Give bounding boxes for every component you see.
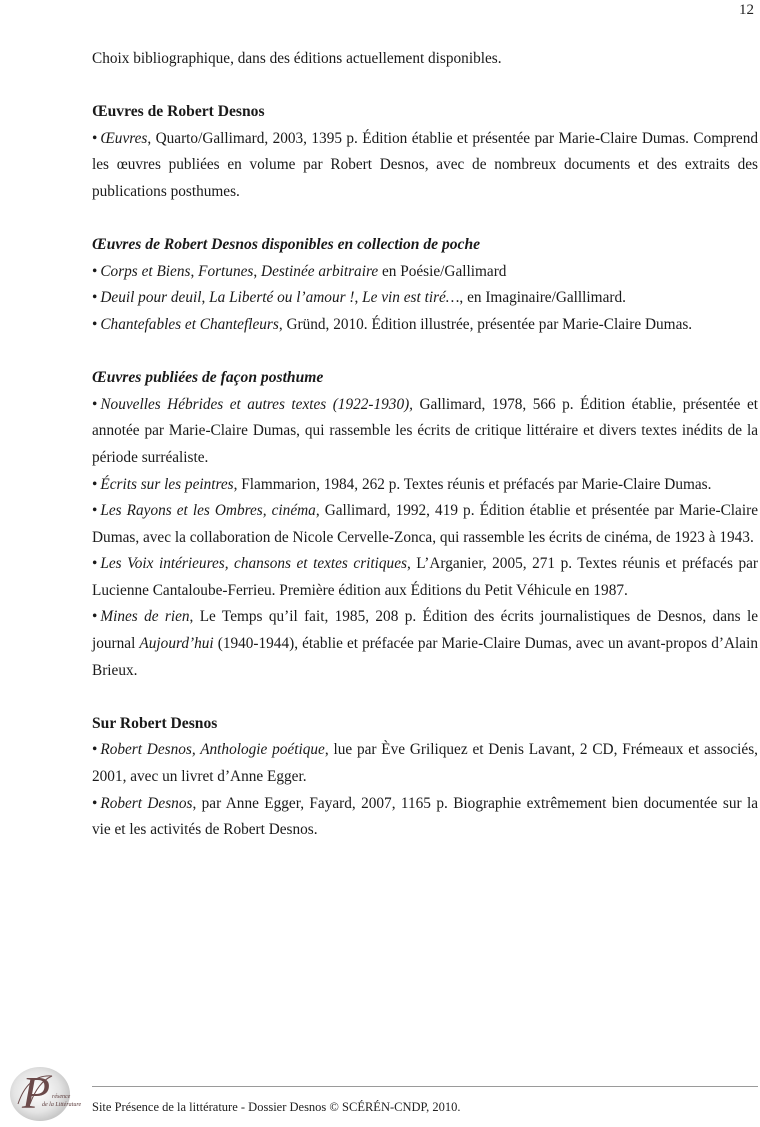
- presence-litterature-logo-icon: [8, 1064, 84, 1122]
- work-title: Destinée arbitraire: [261, 262, 379, 280]
- work-title: Nouvelles Hébrides et autres textes (1922-1930),: [100, 395, 414, 413]
- bibliography-entry: [92, 737, 758, 790]
- work-title: Aujourd’hui: [139, 635, 214, 653]
- work-title: Les Voix intérieures, chansons et textes critiques: [100, 555, 407, 573]
- logo-caption-1: résence: [52, 1094, 71, 1100]
- section-title: Œuvres de Robert Desnos: [92, 103, 265, 121]
- bibliography-entry: [92, 285, 758, 312]
- bullet-icon: •: [92, 129, 98, 147]
- bibliography-entry: [92, 312, 758, 339]
- bibliography-section: [92, 365, 758, 684]
- bullet-icon: •: [92, 475, 98, 493]
- bibliography-entry: [92, 791, 758, 844]
- bullet-icon: •: [92, 262, 98, 280]
- bullet-icon: •: [92, 555, 98, 573]
- entry-text: , lue par Ève Griliquez et Denis Lavant, 2 CD, Frémeaux et associés, 2001, avec un livret d’Anne Egger.: [92, 741, 758, 786]
- entry-text: (1940-1944), établie et préfacée par Marie-Claire Dumas, avec un avant-propos d’Alain Brieux.: [92, 635, 759, 679]
- bibliography-section: [92, 711, 758, 844]
- bibliography-entry: [92, 551, 758, 604]
- entry-text: , Gallimard, 1992, 419 p. Édition établie et présentée par Marie-Claire Dumas, avec la collaboration de Nicole Cervelle-Zonca, qui rassemble les écrits de cinéma, de 1923 à 1943.: [92, 502, 758, 546]
- bibliography-section: [92, 232, 758, 338]
- work-title: Écrits sur les peintres: [100, 475, 234, 493]
- document-body: [92, 46, 758, 870]
- entry-text: , Quarto/Gallimard, 2003, 1395 p. Édition établie et présentée par Marie-Claire Dumas. Comprend les œuvres publiées en volume par Robert Desnos, avec de nombreux documents et des extraits des publications posthumes.: [92, 129, 758, 200]
- work-title: Les Rayons et les Ombres, cinéma: [100, 502, 316, 520]
- bibliography-entry: [92, 472, 758, 499]
- section-title: Sur Robert Desnos: [92, 714, 218, 732]
- entry-text: en Poésie/Gallimard: [378, 262, 507, 280]
- work-title: Le vin est tiré…: [362, 289, 460, 307]
- logo-letter: P: [22, 1067, 51, 1118]
- entry-text: , Le Temps qu’il fait, 1985, 208 p. Édition des écrits journalistiques de Desnos, dans le journal: [92, 608, 758, 653]
- entry-text: ,: [354, 289, 363, 307]
- bullet-icon: •: [92, 608, 98, 626]
- work-title: Œuvres: [100, 129, 148, 147]
- entry-text: , en Imaginaire/Galllimard.: [459, 289, 626, 307]
- bullet-icon: •: [92, 395, 98, 413]
- work-title: La Liberté ou l’amour !: [209, 289, 355, 307]
- entry-text: , par Anne Egger, Fayard, 2007, 1165 p. Biographie extrêmement bien documentée sur la vie et les activités de Robert Desnos.: [92, 794, 758, 839]
- page-number: 12: [739, 2, 754, 18]
- bibliography-section: [92, 99, 758, 205]
- entry-text: Gallimard, 1978, 566 p. Édition établie, présentée et annotée par Marie-Claire Dumas, qui rassemble les écrits de critique littéraire et divers textes inédits de la période surréaliste.: [92, 395, 758, 466]
- bibliography-entry: [92, 259, 758, 286]
- bullet-icon: •: [92, 794, 98, 812]
- work-title: Robert Desnos, Anthologie poétique: [100, 741, 325, 759]
- bullet-icon: •: [92, 315, 98, 333]
- work-title: Deuil pour deuil: [100, 289, 202, 307]
- work-title: Corps et Biens: [100, 262, 191, 280]
- logo-caption-2: de la Littérature: [42, 1102, 82, 1108]
- work-title: Robert Desnos: [100, 794, 193, 812]
- work-title: Mines de rien: [100, 608, 190, 626]
- work-title: Fortunes: [198, 262, 254, 280]
- entry-text: , Gründ, 2010. Édition illustrée, présentée par Marie-Claire Dumas.: [278, 315, 693, 333]
- bibliography-entry: [92, 604, 758, 684]
- footer-divider: [92, 1086, 758, 1087]
- intro-text: Choix bibliographique, dans des éditions actuellement disponibles.: [92, 50, 502, 67]
- bullet-icon: •: [92, 289, 98, 307]
- footer-copyright: Site Présence de la littérature - Dossier Desnos © SCÉRÉN-CNDP, 2010.: [92, 1100, 461, 1114]
- bullet-icon: •: [92, 502, 98, 520]
- entry-text: , Flammarion, 1984, 262 p. Textes réunis et préfacés par Marie-Claire Dumas.: [233, 475, 712, 493]
- bibliography-entry: [92, 498, 758, 551]
- entry-text: ,: [253, 262, 262, 280]
- section-title: Œuvres publiées de façon posthume: [92, 369, 324, 387]
- bibliography-sections: [92, 99, 758, 844]
- bibliography-entry: [92, 392, 758, 472]
- work-title: Chantefables et Chantefleurs: [100, 315, 279, 333]
- bullet-icon: •: [92, 741, 98, 759]
- entry-text: ,: [201, 289, 210, 307]
- section-title: Œuvres de Robert Desnos disponibles en collection de poche: [92, 236, 481, 254]
- entry-text: ,: [190, 262, 199, 280]
- entry-text: , L’Arganier, 2005, 271 p. Textes réunis et préfacés par Lucienne Cantaloube-Ferrieu. Première édition aux Éditions du Petit Véhicule en 1987.: [92, 555, 758, 599]
- bibliography-entry: [92, 126, 758, 206]
